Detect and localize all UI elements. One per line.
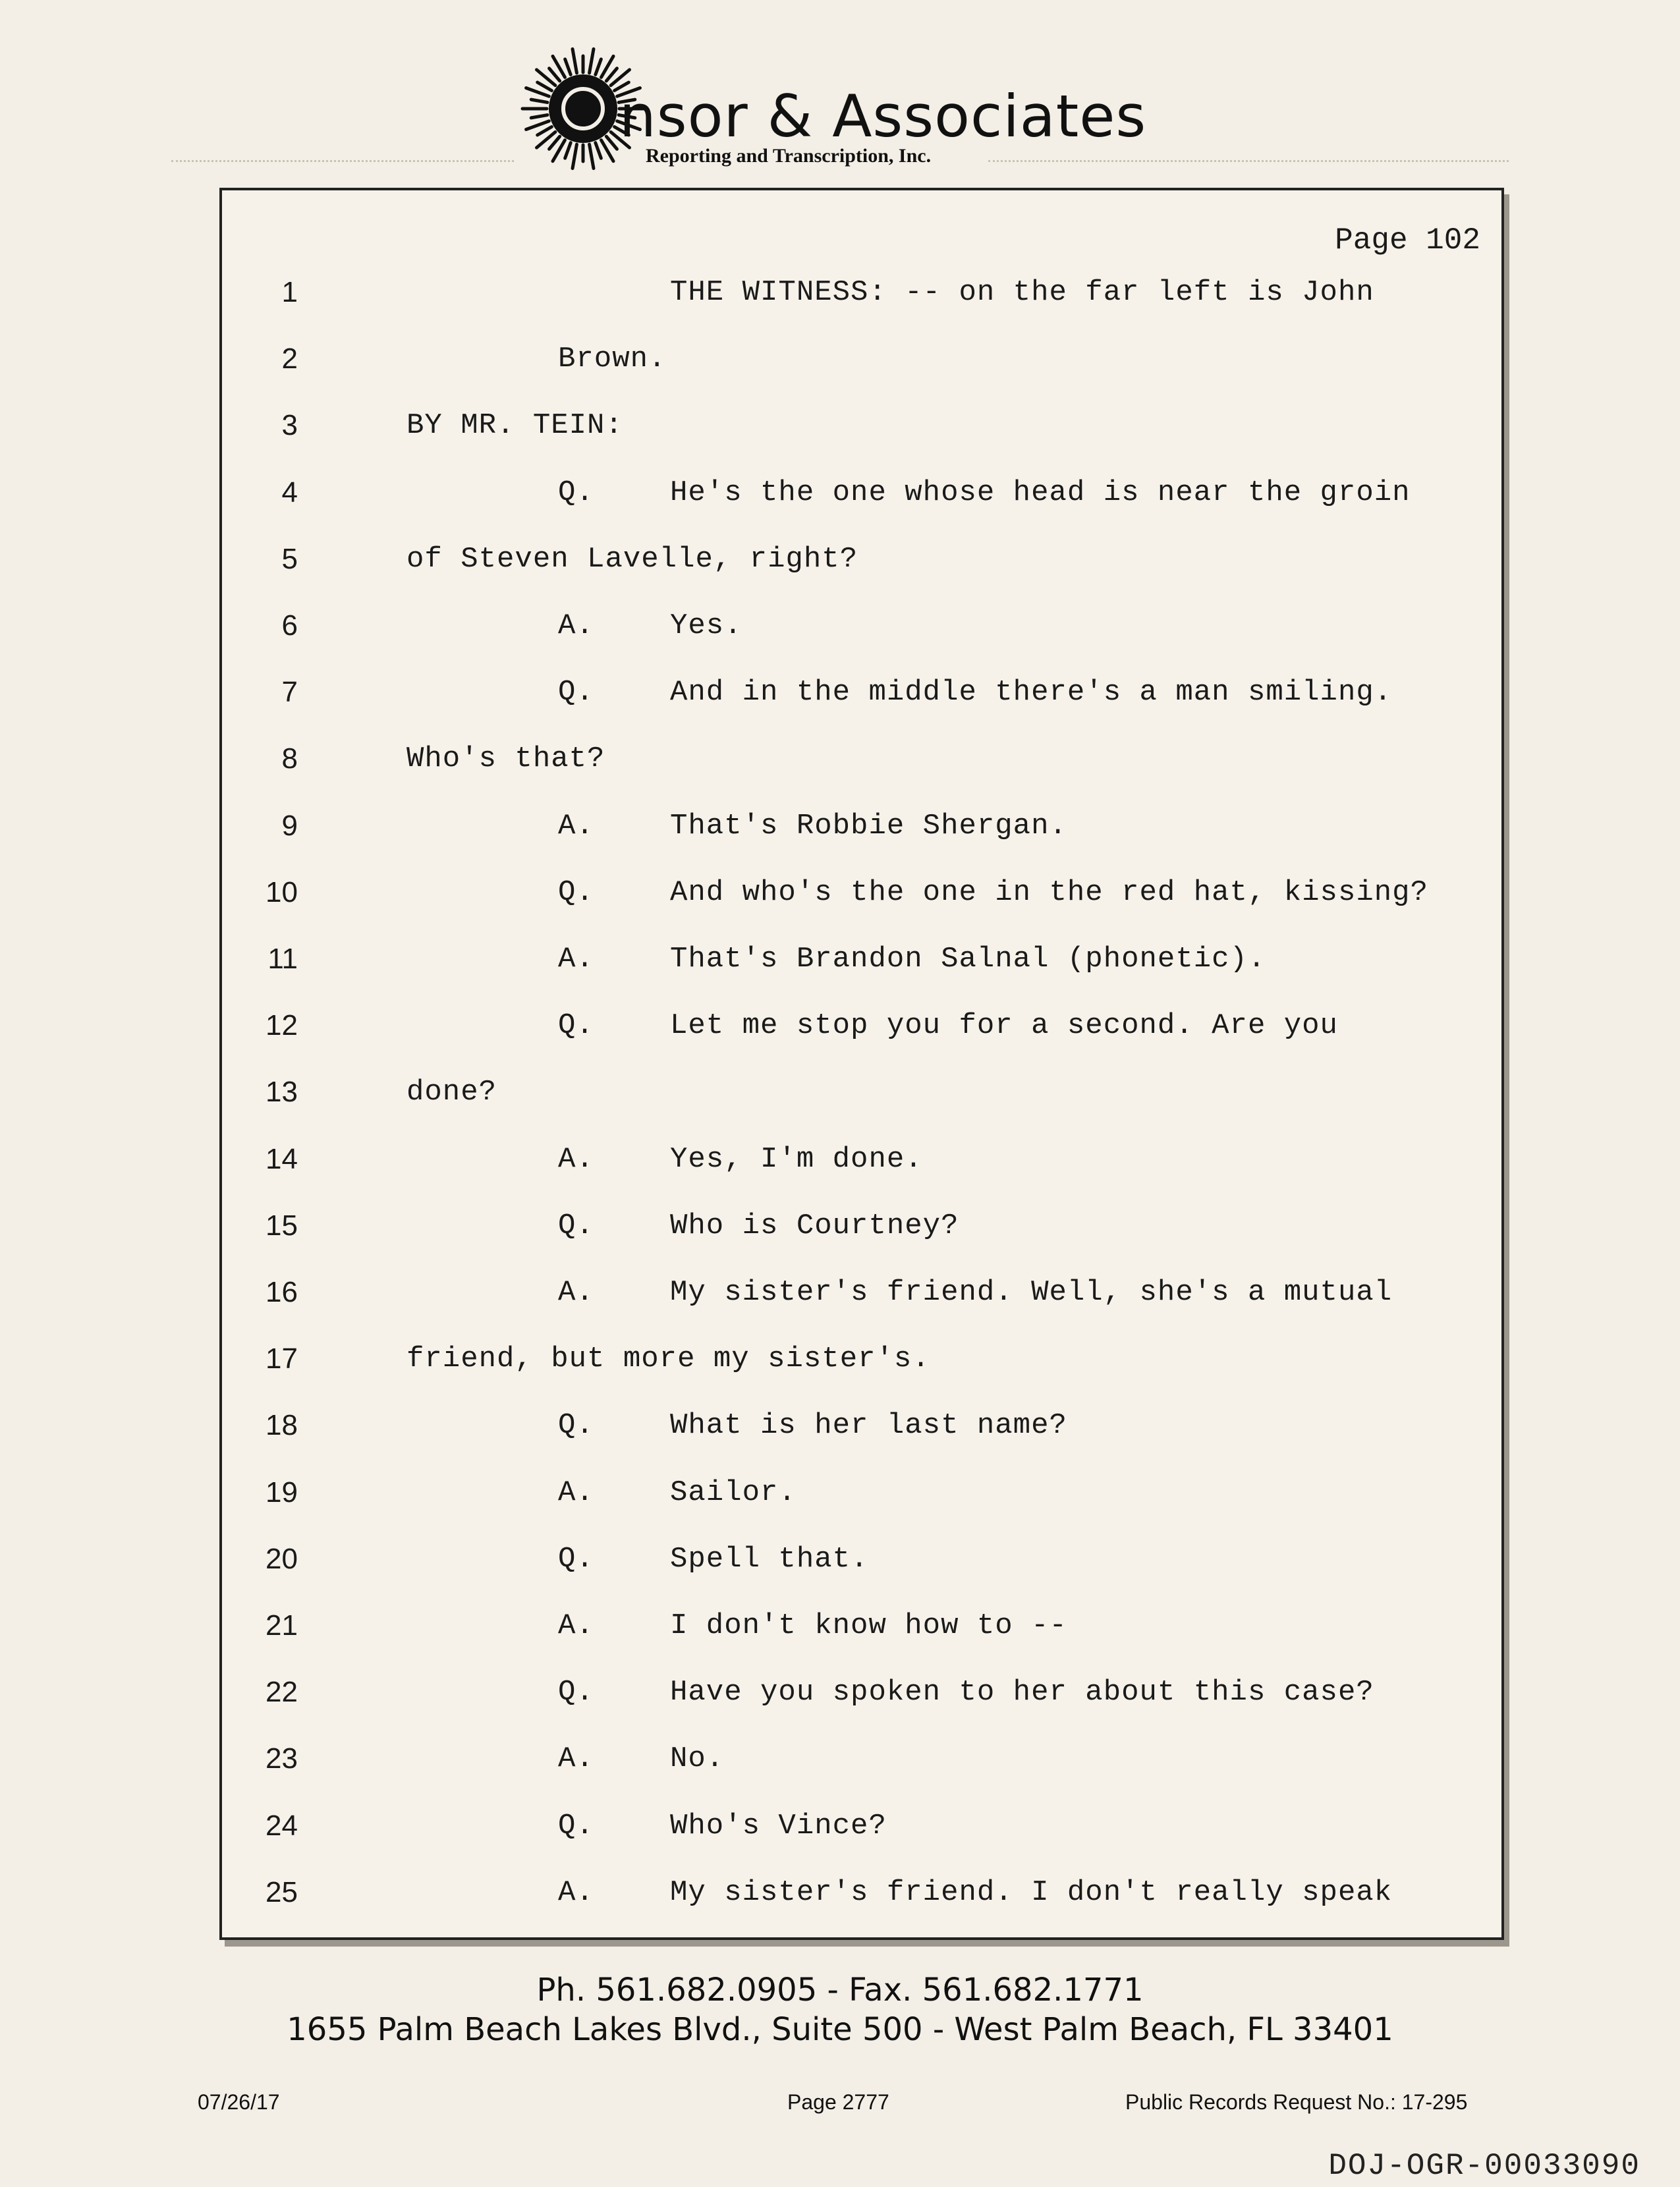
- transcript-line: [222, 876, 1501, 929]
- line-text: Yes, I'm done.: [670, 1142, 923, 1176]
- transcript-page-number: Page 102: [1335, 223, 1480, 258]
- line-text: Have you spoken to her about this case?: [670, 1676, 1374, 1709]
- transcript-line: [222, 1810, 1501, 1862]
- transcript-line: [222, 543, 1501, 595]
- line-number: 18: [266, 1409, 298, 1442]
- speaker-marker: Q.: [558, 1009, 594, 1043]
- footer-request-number: Public Records Request No.: 17-295: [1125, 2090, 1468, 2114]
- speaker-marker: A.: [558, 1742, 594, 1776]
- line-number: 2: [281, 343, 298, 375]
- line-text: No.: [670, 1742, 725, 1776]
- line-number: 23: [266, 1742, 298, 1775]
- line-number: 25: [266, 1875, 298, 1908]
- speaker-marker: A.: [558, 609, 594, 642]
- line-number: 12: [266, 1009, 298, 1042]
- line-number: 13: [266, 1076, 298, 1109]
- line-text: And in the middle there's a man smiling.: [670, 676, 1393, 709]
- speaker-marker: Q.: [558, 1676, 594, 1709]
- transcript-line: [222, 476, 1501, 529]
- line-text: Who is Courtney?: [670, 1209, 959, 1242]
- line-number: 19: [266, 1476, 298, 1509]
- speaker-marker: Q.: [558, 875, 594, 909]
- line-text: What is her last name?: [670, 1409, 1067, 1443]
- line-number: 1: [281, 276, 298, 308]
- line-text: Spell that.: [670, 1542, 869, 1576]
- speaker-marker: A.: [558, 1476, 594, 1509]
- speaker-marker: A.: [558, 1142, 594, 1176]
- line-text: That's Brandon Salnal (phonetic).: [670, 943, 1266, 976]
- line-number: 20: [266, 1542, 298, 1575]
- transcript-line: [222, 676, 1501, 729]
- transcript-line: [222, 1543, 1501, 1595]
- speaker-marker: Q.: [558, 1409, 594, 1443]
- line-text: Who's Vince?: [670, 1809, 887, 1842]
- speaker-marker: Q.: [558, 1542, 594, 1576]
- transcript-line: [222, 1343, 1501, 1395]
- company-logo: [520, 46, 1153, 178]
- footer-date: 07/26/17: [198, 2090, 280, 2114]
- line-number: 22: [266, 1676, 298, 1709]
- line-number: 24: [266, 1809, 298, 1842]
- speaker-marker: Q.: [558, 1809, 594, 1842]
- line-text: BY MR. TEIN:: [406, 409, 623, 443]
- transcript-line: [222, 1143, 1501, 1196]
- speaker-marker: A.: [558, 1276, 594, 1309]
- company-name: nsor & Associates: [619, 82, 1147, 150]
- line-text: He's the one whose head is near the groin: [670, 476, 1411, 509]
- line-number: 3: [281, 409, 298, 442]
- footer-phone-fax: Ph. 561.682.0905 - Fax. 561.682.1771: [536, 1972, 1144, 2008]
- footer-page-number: Page 2777: [787, 2090, 889, 2114]
- line-number: 4: [281, 476, 298, 509]
- line-text: I don't know how to --: [670, 1609, 1067, 1642]
- transcript-line: [222, 276, 1501, 329]
- line-text: My sister's friend. Well, she's a mutual: [670, 1276, 1393, 1309]
- line-text: My sister's friend. I don't really speak: [670, 1875, 1393, 1909]
- speaker-marker: A.: [558, 809, 594, 843]
- speaker-marker: Q.: [558, 676, 594, 709]
- line-text: THE WITNESS: -- on the far left is John: [670, 276, 1374, 309]
- transcript-line: [222, 1676, 1501, 1729]
- transcript-line: [222, 1742, 1501, 1795]
- transcript-page: [219, 188, 1504, 1940]
- line-text: Let me stop you for a second. Are you: [670, 1009, 1338, 1043]
- header-divider-right: [988, 160, 1509, 162]
- line-text: done?: [406, 1076, 497, 1109]
- transcript-line: [222, 943, 1501, 995]
- speaker-marker: A.: [558, 943, 594, 976]
- line-text: Yes.: [670, 609, 742, 642]
- line-text: And who's the one in the red hat, kissing?: [670, 875, 1428, 909]
- line-number: 5: [281, 542, 298, 575]
- transcript-line: [222, 609, 1501, 662]
- transcript-line: [222, 1409, 1501, 1462]
- transcript-line: [222, 810, 1501, 862]
- line-number: 9: [281, 809, 298, 842]
- speaker-marker: Q.: [558, 1209, 594, 1242]
- line-number: 7: [281, 676, 298, 709]
- line-number: 17: [266, 1343, 298, 1375]
- line-text: Who's that?: [406, 742, 605, 776]
- bates-number: DOJ-OGR-00033090: [1328, 2149, 1640, 2183]
- line-number: 6: [281, 609, 298, 642]
- transcript-line: [222, 1876, 1501, 1929]
- speaker-marker: A.: [558, 1875, 594, 1909]
- line-text: of Steven Lavelle, right?: [406, 542, 858, 576]
- header-divider-left: [171, 160, 514, 162]
- company-subtitle: Reporting and Transcription, Inc.: [646, 145, 932, 167]
- line-text: Sailor.: [670, 1476, 797, 1509]
- transcript-line: [222, 1076, 1501, 1128]
- transcript-line: [222, 409, 1501, 462]
- line-number: 16: [266, 1276, 298, 1308]
- transcript-line: [222, 1009, 1501, 1062]
- transcript-line: [222, 1609, 1501, 1662]
- line-text: friend, but more my sister's.: [406, 1343, 930, 1376]
- speaker-marker: A.: [558, 1609, 594, 1642]
- transcript-line: [222, 343, 1501, 395]
- line-number: 14: [266, 1142, 298, 1175]
- line-text: That's Robbie Shergan.: [670, 809, 1067, 843]
- transcript-line: [222, 742, 1501, 795]
- transcript-line: [222, 1476, 1501, 1529]
- line-number: 11: [267, 943, 298, 975]
- speaker-marker: Q.: [558, 476, 594, 509]
- line-number: 8: [281, 742, 298, 775]
- footer-address: 1655 Palm Beach Lakes Blvd., Suite 500 - West Palm Beach, FL 33401: [287, 2011, 1393, 2048]
- transcript-line: [222, 1209, 1501, 1262]
- line-number: 15: [266, 1209, 298, 1242]
- line-text: Brown.: [558, 343, 667, 376]
- line-number: 10: [266, 875, 298, 908]
- line-number: 21: [266, 1609, 298, 1642]
- transcript-line: [222, 1276, 1501, 1329]
